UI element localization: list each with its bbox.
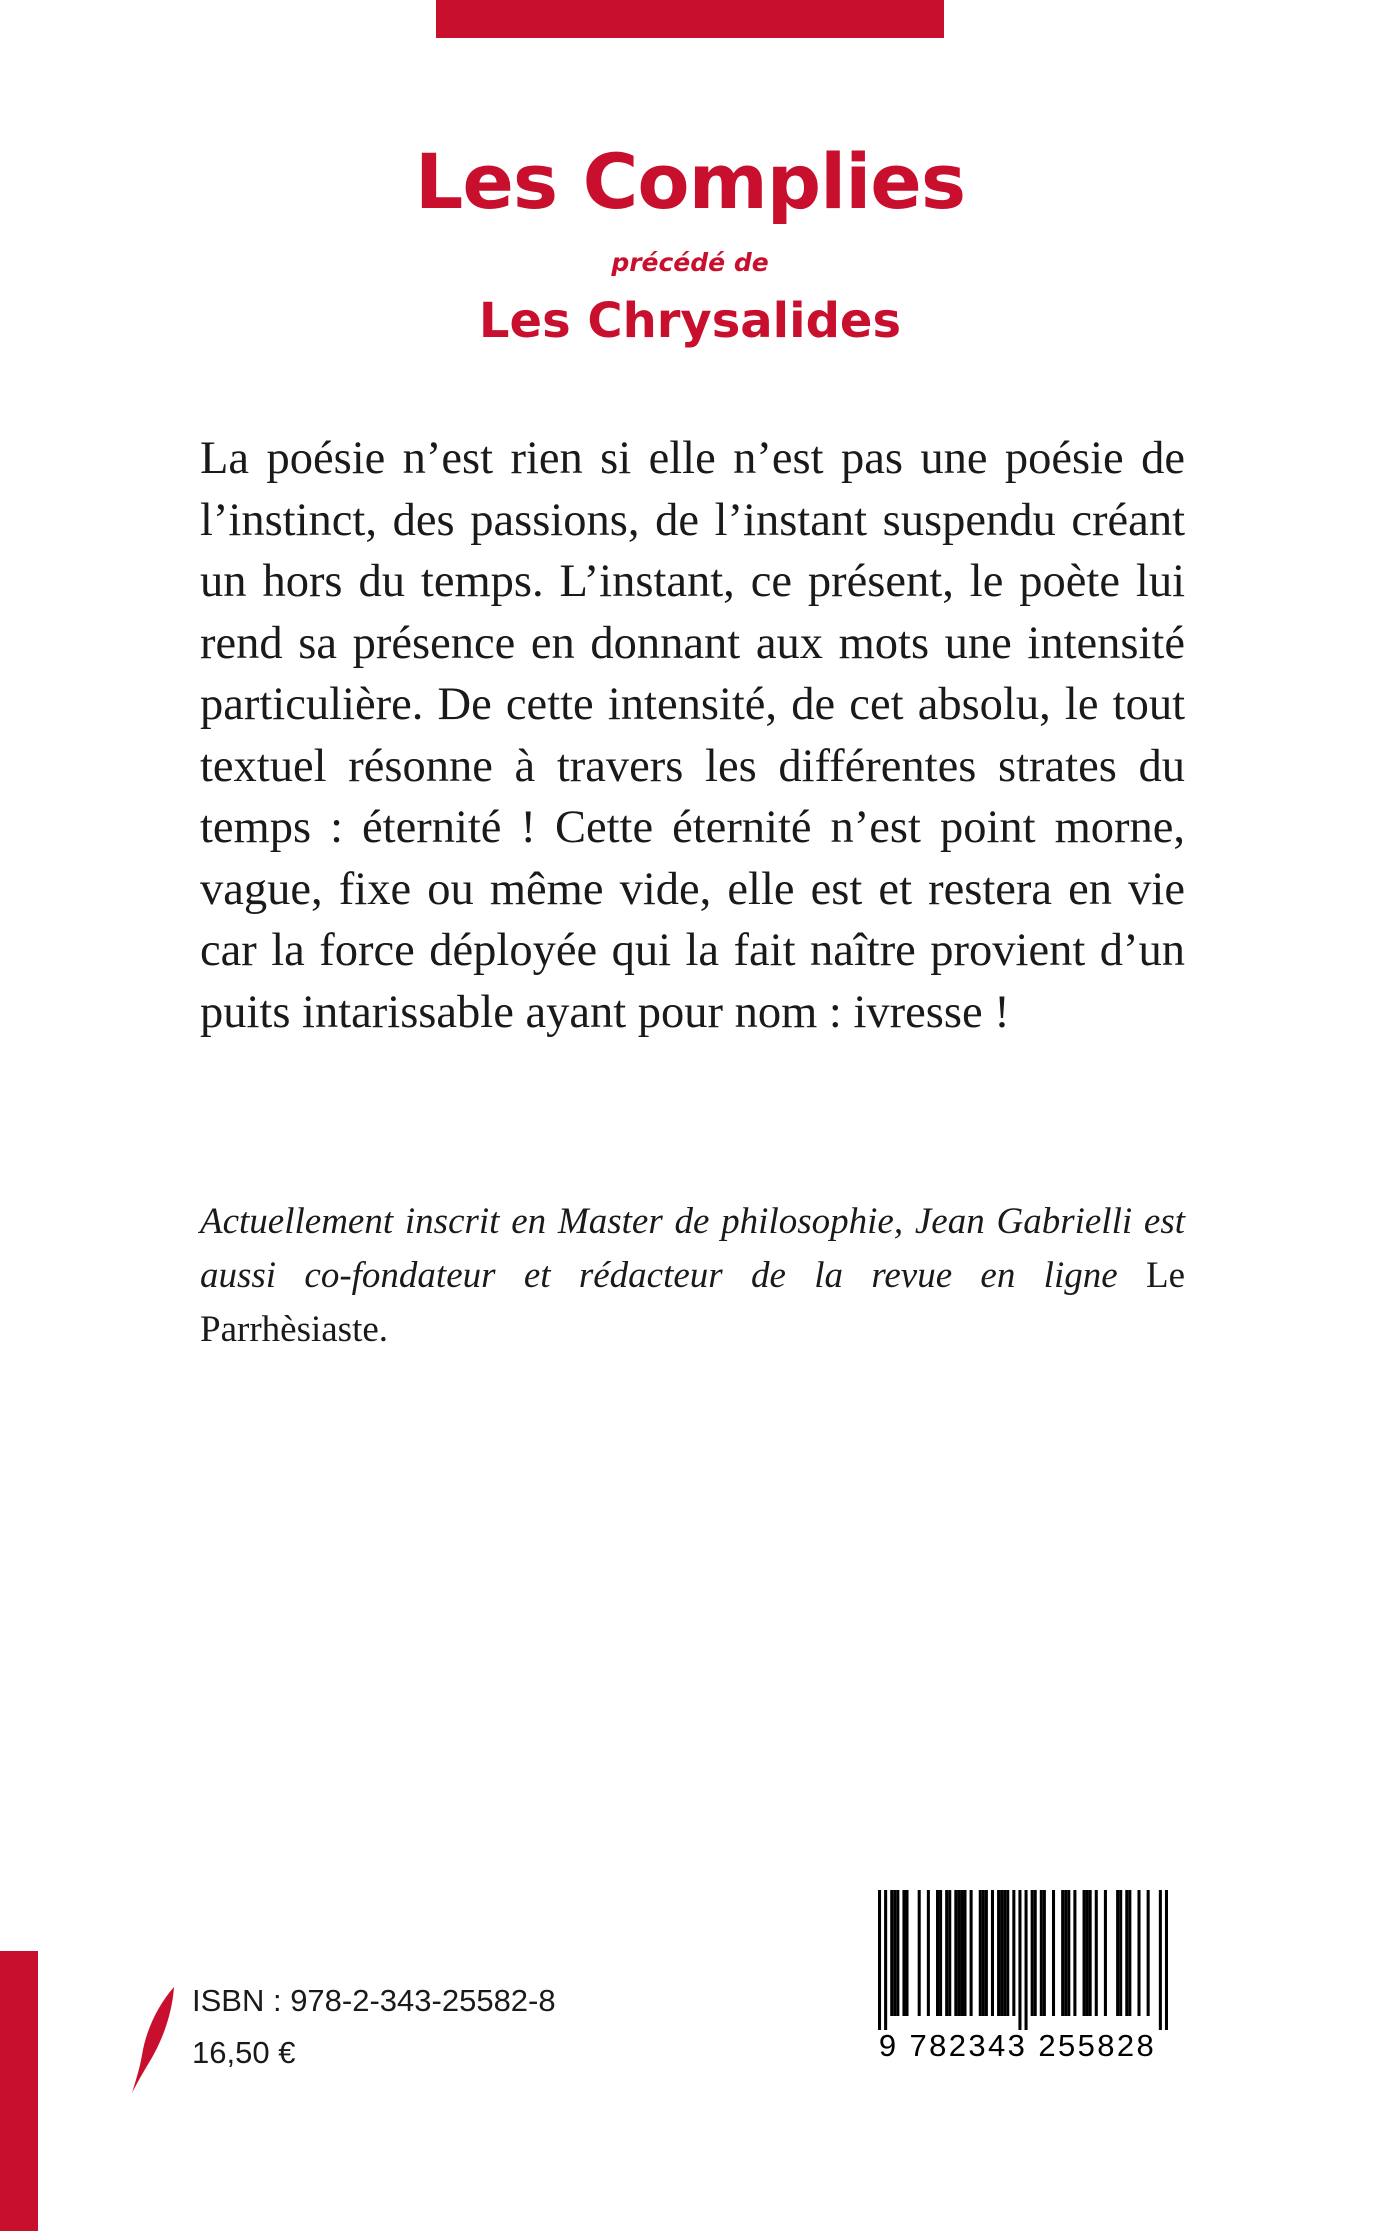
barcode-bar xyxy=(893,1890,896,2016)
barcode-bar xyxy=(1137,1890,1140,2016)
barcode-bar xyxy=(1025,1890,1028,2030)
barcode-bar xyxy=(960,1890,963,2016)
barcode-bar xyxy=(963,1890,966,2016)
barcode-bar xyxy=(918,1890,921,2016)
barcode-bar xyxy=(1147,1890,1150,2016)
author-bio-italic: Actuellement inscrit en Master de philosophie, Jean Gabrielli est aussi co-fondateur et rédacteur de la revue en ligne xyxy=(200,1201,1185,1296)
book-title: Les Complies xyxy=(414,137,966,226)
barcode-bar xyxy=(1119,1890,1122,2016)
barcode-bar xyxy=(948,1890,951,2016)
barcode-bar xyxy=(1165,1890,1168,2030)
barcode-digits: 9 782343 255828 xyxy=(878,2028,1157,2063)
price: 16,50 € xyxy=(192,2035,296,2070)
preceded-by-label: précédé de xyxy=(611,248,769,277)
journal-name: Le Parrhèsiaste. xyxy=(200,1255,1185,1350)
barcode-bar xyxy=(1089,1890,1092,2016)
barcode-bar xyxy=(1006,1890,1009,2016)
barcode-bar xyxy=(1073,1890,1076,2016)
barcode-bar xyxy=(1116,1890,1119,2016)
isbn: ISBN : 978-2-343-25582-8 xyxy=(192,1983,556,2018)
barcode-bar xyxy=(927,1890,930,2016)
side-accent-bar xyxy=(0,1951,38,2231)
barcode-bar xyxy=(1083,1890,1086,2016)
barcode-bar xyxy=(1086,1890,1089,2016)
barcode-bar xyxy=(945,1890,948,2016)
barcode-bar xyxy=(1040,1890,1043,2016)
barcode-bar xyxy=(1000,1890,1003,2016)
barcode-bar xyxy=(1003,1890,1006,2016)
barcode-bar xyxy=(1043,1890,1046,2016)
barcode-bar xyxy=(1125,1890,1128,2016)
barcode-bar xyxy=(1159,1890,1162,2030)
back-cover-blurb: La poésie n’est rien si elle n’est pas une poésie de l’instinct, des passions, de l’instant suspendu créant un hors du temps. L’instant, ce présent, le poète lui rend sa présence en donnant aux mots une intensité particulière. De cette intensité, de cet absolu, le tout textuel résonne à travers les différentes strates du temps : éternité ! Cette éternité n’est point morne, vague, fixe ou même vide, elle est et restera en vie car la force déployée qui la fait naître provient d’un puits intarissable ayant pour nom : ivresse ! xyxy=(200,433,1185,1038)
barcode-bar xyxy=(896,1890,899,2016)
barcode-bar xyxy=(878,1890,881,2030)
barcode-bar xyxy=(1052,1890,1055,2016)
barcode-bar xyxy=(884,1890,887,2030)
barcode-bar xyxy=(985,1890,988,2016)
barcode-bar xyxy=(1031,1890,1034,2016)
barcode-bar xyxy=(1067,1890,1070,2016)
book-subtitle: Les Chrysalides xyxy=(478,293,902,349)
barcode-bar xyxy=(1012,1890,1015,2016)
barcode xyxy=(860,1890,1175,2067)
barcode-bar xyxy=(939,1890,942,2016)
barcode-bar xyxy=(936,1890,939,2016)
barcode-bar xyxy=(1064,1890,1067,2016)
barcode-bar xyxy=(1061,1890,1064,2016)
feather-icon xyxy=(128,1985,178,2095)
barcode-bar xyxy=(1034,1890,1037,2016)
barcode-bar xyxy=(957,1890,960,2016)
top-accent-bar xyxy=(436,0,944,38)
barcode-bar xyxy=(1095,1890,1098,2016)
barcode-bar xyxy=(979,1890,982,2016)
barcode-bar xyxy=(991,1890,994,2016)
barcode-bar xyxy=(902,1890,905,2016)
author-bio xyxy=(200,1195,1185,1357)
barcode-bar xyxy=(1104,1890,1107,2016)
barcode-bar xyxy=(890,1890,893,2016)
barcode-bars xyxy=(878,1890,1168,2030)
barcode-bar xyxy=(997,1890,1000,2016)
barcode-bar xyxy=(1128,1890,1131,2016)
barcode-bar xyxy=(970,1890,973,2016)
barcode-bar xyxy=(982,1890,985,2016)
barcode-bar xyxy=(905,1890,908,2016)
barcode-bar xyxy=(1018,1890,1021,2030)
barcode-bar xyxy=(954,1890,957,2016)
